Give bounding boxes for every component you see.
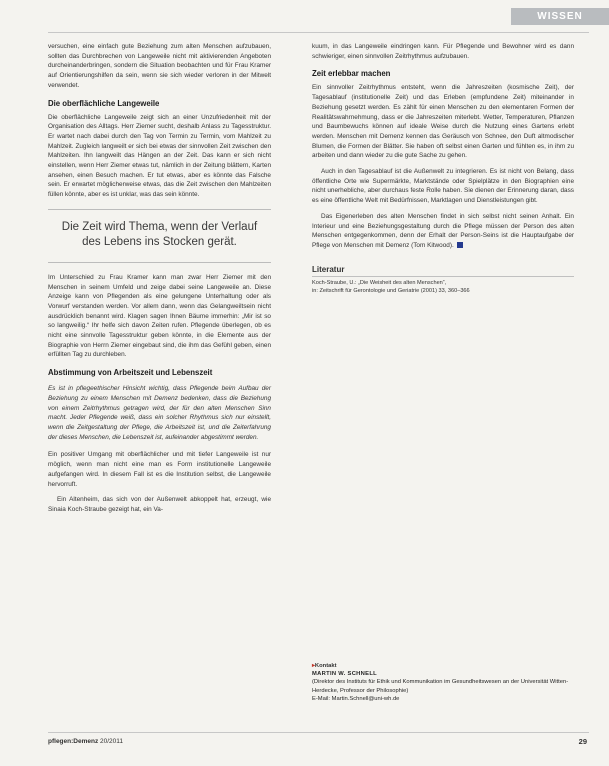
literature-entry: in: Zeitschrift für Gerontologie und Geriatrie (2001) 33, 360–366 <box>312 288 470 295</box>
heading-abstimmung: Abstimmung von Arbeitszeit und Lebenszeit <box>48 368 213 378</box>
literature-heading: Literatur <box>312 265 574 278</box>
heading-zeit-erlebbar: Zeit erlebbar machen <box>312 69 391 79</box>
paragraph: Auch in den Tagesablauf ist die Außenwelt zu integrieren. Es ist nicht von Belang, dass öffentliche Orte wie Supermärkte, Marktstände oder Spielplätze in den Biographien eine nicht unerhebliche, aber durchaus feste Rolle haben. Sie dienen der Erinnerung daran, dass es eine öffentliche Welt mit Bedürfnissen, Marktlagen und Dienstleistungen gibt. <box>312 168 574 205</box>
paragraph: Ein sinnvoller Zeitrhythmus entsteht, wenn die Jahreszeiten (kosmische Zeit), der Tagesablauf (institutionelle Zeit) und das Erleben (empfundene Zeit) miteinander in Beziehung gesetzt werden. Es zählt für einen Menschen zu den elementaren Formen der Realitätswahrnehmung, dass er die Jahreszeiten miterlebt. Wetter, Temperaturen, Pflanzen und Baumbewuchs können auf ideale Weise durch die Nutzung eines Gartens erlebt werden. Menschen mit Demenz kennen das Geräusch von Schnee, den Duft altmodischer Blumen, die Formen der Blätter. Sie haben oft selbst einen Garten und fühlten es, in ihm zu arbeiten und dann wieder zu die gute Sache zu gehen. <box>312 84 574 160</box>
paragraph: Ein positiver Umgang mit oberflächlicher und mit tiefer Langeweile ist nur möglich, wenn man nicht eine man es Form institutionelle Langeweile aufgefangen wird. In diesem Fall ist es die Institution selbst, die Langeweile hervorruft. <box>48 451 271 488</box>
author-affiliation: (Direktor des Instituts für Ethik und Kommunikation im Gesundheitswesen an der Universität Witten-Herdecke, Professor der Philosophie) <box>312 679 569 694</box>
paragraph-text: Das Eigenerleben des alten Menschen findet in sich selbst nicht seinen Anhalt. Ein Interieur und eine Beziehungsgestaltung durch die Pflege müssen der Person des alten Menschen entgegenkommen, denn der Erhalt der Person-Seins ist die Hauptaufgabe der Pflege von Menschen mit Demenz (Tom Kitwood). <box>312 212 574 249</box>
literature-entry: Koch-Straube, U.: „Die Weisheit des alten Menschen“, <box>312 280 447 287</box>
pull-quote: Die Zeit wird Thema, wenn der Verlauf des Lebens ins Stocken gerät. <box>48 209 271 263</box>
paragraph: versuchen, eine einfach gute Beziehung zum alten Menschen aufzubauen, sollten das Durchbrechen von Langeweile nicht mit aktivierenden Angeboten durcheinanderbringen, sondern die Situation beobachten und für Frau Kramer auf Orientierungshilfen da sein, wenn sie sich wieder verloren in der Mitwelt verwendet. <box>48 43 271 89</box>
contact-box <box>312 662 574 703</box>
right-column <box>312 42 574 295</box>
paragraph: Die oberflächliche Langeweile zeigt sich an einer Unzufriedenheit mit der Organisation des Alltags. Herr Ziemer sucht, deshalb Anlass zu Tagesstruktur. Er wartet nach dabei durch den Tag von Termin zu Termin, vom Mahlzeit zu Mahlzeit. Zugleich langweilt er sich bei etwas der sinnvollen Zeit zwischen den Mahlzeiten. Ihn langweilt das Hängen an der Zeit. Das kann er sich nicht einstellen, wenn Herr Ziemer etwas tut, nämlich in der Zeitung blättern, Karten ansehen, einen Besuch machen. Er tut etwas, aber es könnte das Falsche sein. Er erwartet möglicherweise etwas, das die Zeit zwischen den Mahlzeiten füllen könnte, aber es ist unklar, was das sein könnte. <box>48 113 271 199</box>
italic-highlight: Es ist in pflegeethischer Hinsicht wichtig, dass Pflegende beim Aufbau der Beziehung zu einem Menschen mit Demenz bedenken, dass die Beziehung von einem Zeitrhythmus getragen wird, der für den alten Menschen Sinn macht. Jeder Pflegende weiß, dass ein solcher Rhythmus sich nur einstellt, wenn die Zeitgestaltung der Pflege, die Arbeitszeit ist, und die Zeiterfahrung der dieses Menschen, die Lebenszeit ist, aufeinander abgestimmt werden. <box>48 385 271 441</box>
author-name: MARTIN W. SCHNELL <box>312 671 377 678</box>
paragraph: Im Unterschied zu Frau Kramer kann man zwar Herr Ziemer mit den Menschen in seinem Umfeld und zeige dabei seine Langeweile an. Diese Anzeige kann von Pflegenden als eine gelungene Unterhaltung oder als Vorwurf verstanden werden. Vor allem dann, wenn das Gelangweiltsein nicht ausdrücklich benannt wird. Klagen sagen Ihnen Bäume immerhin: „Mir ist so so langweilig.“ Ihr helfe sich davon Zeiten rufen. Pflegende überlegen, ob es nicht eine sinnvolle Tagesstruktur geben könnte, in die Elemente aus der Biographie von Herrn Ziemer eingebaut sind, die ihm das Gefühl geben, einen erfüllten Tag zu durchleben. <box>48 273 271 359</box>
contact-label: ▸ Kontakt <box>312 662 574 670</box>
heading-oberflaechliche-langeweile: Die oberflächliche Langeweile <box>48 98 160 108</box>
section-tab-wissen: WISSEN <box>511 8 609 25</box>
journal-footer <box>48 738 123 745</box>
author-email: E-Mail: Martin.Schnell@uni-wh.de <box>312 695 400 702</box>
paragraph: Ein Altenheim, das sich von der Außenwelt abkoppelt hat, erzeugt, wie Sinaia Koch-Straube gezeigt hat, ein Va- <box>48 496 271 513</box>
literature-list <box>312 279 574 295</box>
left-column <box>48 42 271 521</box>
page-number: 29 <box>578 737 587 746</box>
issue-number: 20/2011 <box>100 738 124 745</box>
top-rule <box>48 32 589 33</box>
bottom-rule <box>48 732 589 733</box>
paragraph-final <box>312 212 574 251</box>
paragraph: kuum, in das Langeweile eindringen kann. Für Pflegende und Bewohner wird es dann schwieriger, einen sinnvollen Zeitrhythmus aufzubauen. <box>312 43 574 60</box>
journal-name: pflegen:Demenz <box>48 738 99 745</box>
end-of-article-square-icon <box>457 242 463 248</box>
